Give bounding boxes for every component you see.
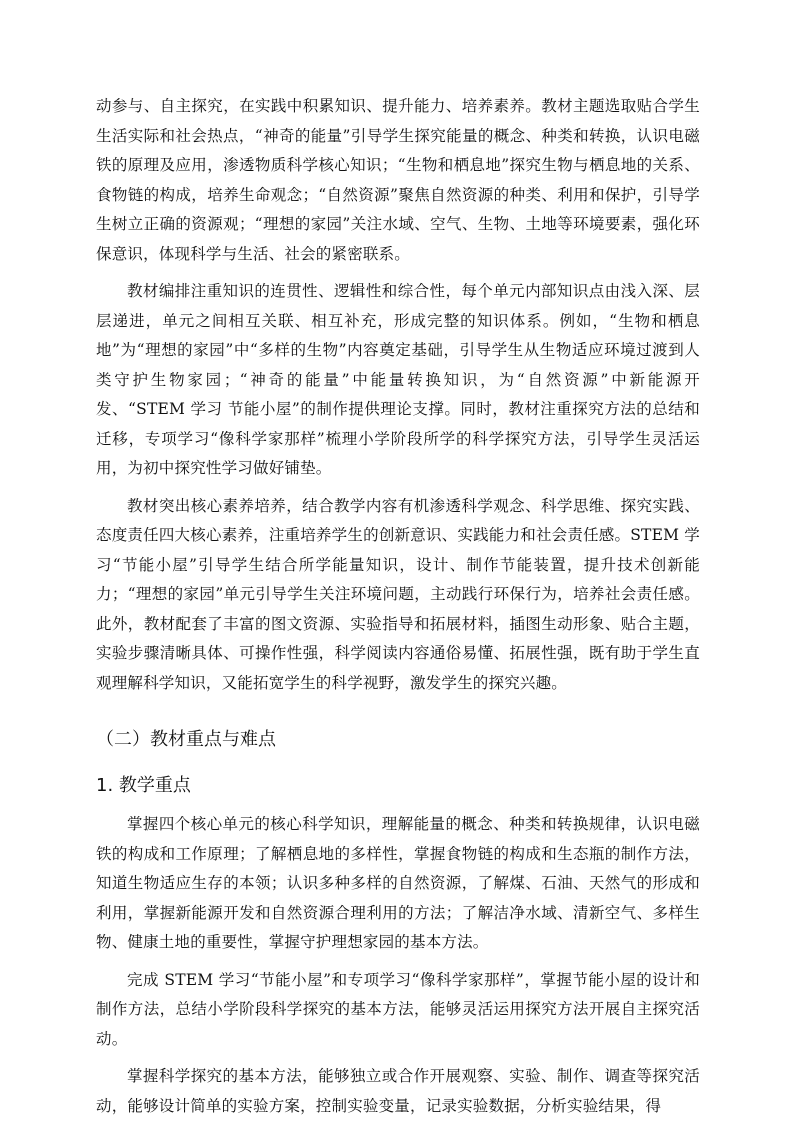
paragraph-continuation: 动参与、自主探究，在实践中积累知识、提升能力、培养素养。教材主题选取贴合学生生活实际和社会热点，“神奇的能量”引导学生探究能量的概念、种类和转换，认识电磁铁的原理及应用，渗透物质科学核心知识；“生物和栖息地”探究生物与栖息地的关系、食物链的构成，培养生命观念；“自然资源”聚焦自然资源的种类、利用和保护，引导学生树立正确的资源观；“理想的家园”关注水域、空气、生物、土地等环境要素，强化环保意识，体现科学与生活、社会的紧密联系。 (96, 97, 700, 263)
sub-heading: 1. 教学重点 (96, 775, 191, 796)
section-heading: （二）教材重点与难点 (96, 729, 276, 750)
paragraph-key-point-3: 掌握科学探究的基本方法，能够独立或合作开展观察、实验、制作、调查等探究活动，能够设计简单的实验方案，控制实验变量，记录实验数据，分析实验结果，得 (96, 1067, 700, 1115)
paragraph-key-point-1: 掌握四个核心单元的核心科学知识，理解能量的概念、种类和转换规律，认识电磁铁的构成和工作原理；了解栖息地的多样性，掌握食物链的构成和生态瓶的制作方法，知道生物适应生存的本领；认识多种多样的自然资源，了解煤、石油、天然气的形成和利用，掌握新能源开发和自然资源合理利用的方法；了解洁净水域、清新空气、多样生物、健康土地的重要性，掌握守护理想家园的基本方法。 (96, 815, 700, 951)
paragraph-core-literacy: 教材突出核心素养培养，结合教学内容有机渗透科学观念、科学思维、探究实践、态度责任四大核心素养，注重培养学生的创新意识、实践能力和社会责任感。STEM 学习“节能小屋”引导学生结合所学能量知识，设计、制作节能装置，提升技术创新能力；“理想的家园”单元引导学生关注环境问题，主动践行环保行为，培养社会责任感。此外，教材配套了丰富的图文资源、实验指导和拓展材料，插图生动形象、贴合主题，实验步骤清晰具体、可操作性强，科学阅读内容通俗易懂、拓展性强，既有助于学生直观理解科学知识，又能拓宽学生的科学视野，激发学生的探究兴趣。 (96, 496, 700, 692)
document-page (96, 92, 700, 1121)
paragraph-structure: 教材编排注重知识的连贯性、逻辑性和综合性，每个单元内部知识点由浅入深、层层递进，单元之间相互关联、相互补充，形成完整的知识体系。例如，“生物和栖息地”为“理想的家园”中“多样的生物”内容奠定基础，引导学生从生物适应环境过渡到人类守护生物家园；“神奇的能量”中能量转换知识，为“自然资源”中新能源开发、“STEM 学习 节能小屋”的制作提供理论支撑。同时，教材注重探究方法的总结和迁移，专项学习“像科学家那样”梳理小学阶段所学的科学探究方法，引导学生灵活运用，为初中探究性学习做好铺垫。 (96, 282, 700, 477)
paragraph-key-point-2: 完成 STEM 学习“节能小屋”和专项学习“像科学家那样”，掌握节能小屋的设计和制作方法，总结小学阶段科学探究的基本方法，能够灵活运用探究方法开展自主探究活动。 (96, 970, 700, 1048)
